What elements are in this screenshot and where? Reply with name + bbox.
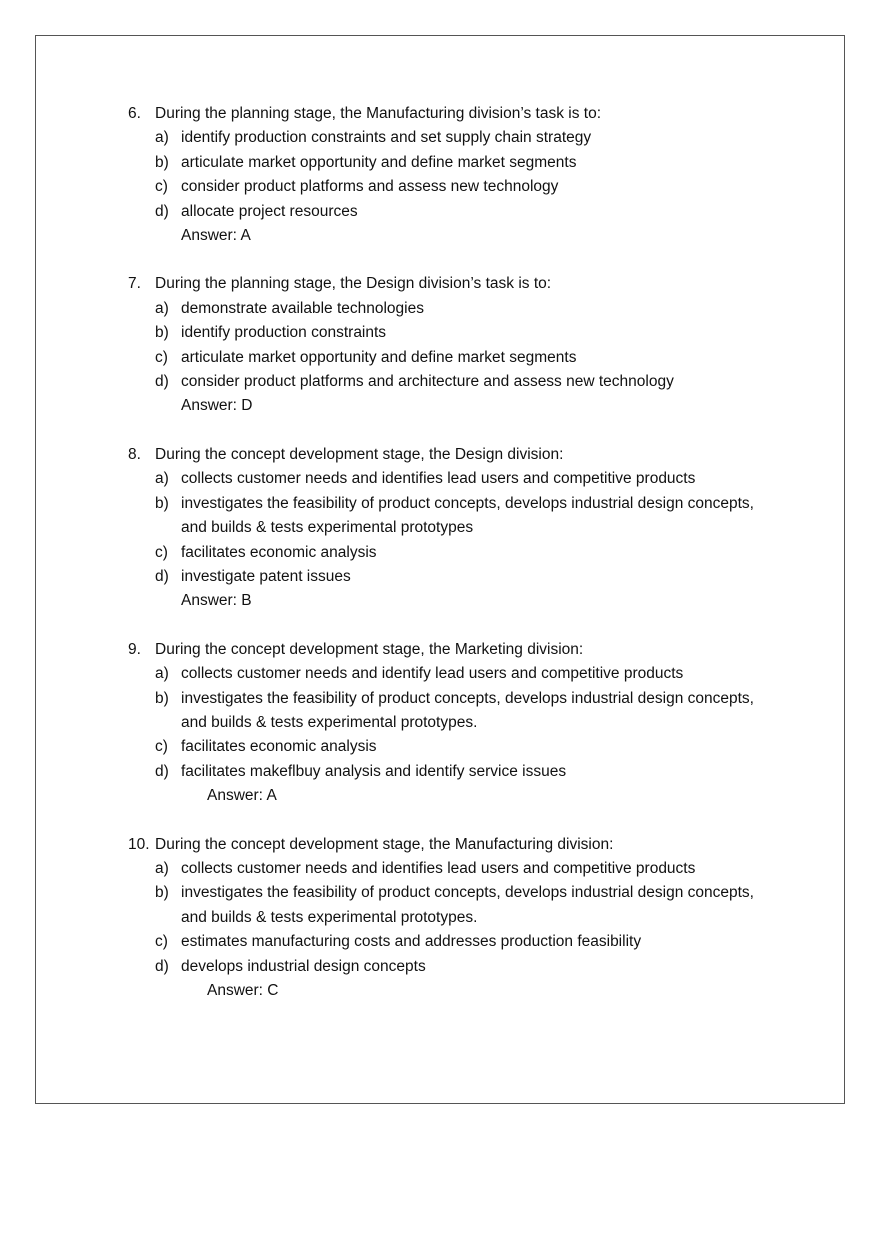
option-letter: b) — [155, 324, 169, 342]
option-text: identify production constraints and set supply chain strategy — [181, 129, 592, 147]
question-8 — [128, 443, 808, 614]
option-text: investigate patent issues — [181, 567, 351, 585]
option-letter: d) — [155, 957, 169, 975]
option-c — [128, 735, 808, 759]
option-text: allocate project resources — [181, 202, 358, 220]
option-letter: b) — [155, 689, 169, 707]
option-b — [128, 881, 808, 930]
option-text: investigates the feasibility of product concepts, develops industrial design concepts, and builds & tests experimental prototypes — [181, 494, 754, 537]
option-letter: c) — [155, 178, 168, 196]
question-number: 8. — [128, 445, 141, 463]
answer-line: Answer: C — [207, 982, 279, 999]
option-text: collects customer needs and identify lead users and competitive products — [181, 665, 684, 683]
option-letter: a) — [155, 859, 169, 877]
option-letter: a) — [155, 470, 169, 488]
option-text: facilitates economic analysis — [181, 543, 377, 561]
option-text: demonstrate available technologies — [181, 299, 424, 317]
question-text: During the concept development stage, the Design division: — [155, 445, 564, 463]
answer-line: Answer: A — [181, 227, 251, 245]
option-text: investigates the feasibility of product concepts, develops industrial design concepts, and builds & tests experimental prototypes. — [181, 884, 754, 926]
option-d — [128, 955, 808, 979]
question-stem — [128, 443, 808, 467]
option-letter: b) — [155, 494, 169, 512]
question-stem — [128, 833, 808, 857]
option-d — [128, 370, 808, 394]
option-text: investigates the feasibility of product concepts, develops industrial design concepts, and builds & tests experimental prototypes. — [181, 689, 754, 731]
question-text: During the concept development stage, the Marketing division: — [155, 640, 584, 658]
question-text: During the concept development stage, the Manufacturing division: — [155, 835, 614, 853]
option-text: facilitates makeflbuy analysis and identify service issues — [181, 762, 567, 780]
question-9 — [128, 638, 808, 809]
answer-line: Answer: D — [181, 397, 253, 415]
option-letter: c) — [155, 738, 168, 756]
option-c — [128, 930, 808, 954]
option-letter: b) — [155, 153, 169, 171]
option-c — [128, 541, 808, 565]
question-text: During the planning stage, the Manufacturing division’s task is to: — [155, 105, 602, 122]
question-10 — [128, 833, 808, 1004]
option-c — [128, 346, 808, 370]
option-letter: a) — [155, 129, 169, 147]
question-text: During the planning stage, the Design division’s task is to: — [155, 275, 552, 293]
option-b — [128, 151, 808, 175]
question-6 — [128, 102, 808, 248]
option-letter: d) — [155, 373, 169, 391]
option-a — [128, 297, 808, 321]
option-letter: b) — [155, 884, 169, 902]
question-list — [128, 102, 808, 1027]
option-text: estimates manufacturing costs and addresses production feasibility — [181, 933, 642, 951]
option-a — [128, 467, 808, 491]
question-stem — [128, 272, 808, 296]
answer-line: Answer: A — [207, 787, 277, 805]
option-text: facilitates economic analysis — [181, 738, 377, 756]
option-text: identify production constraints — [181, 324, 387, 342]
option-a — [128, 126, 808, 150]
question-number: 6. — [128, 105, 141, 122]
option-b — [128, 492, 808, 541]
question-7 — [128, 272, 808, 418]
option-letter: a) — [155, 665, 169, 683]
question-number: 7. — [128, 275, 141, 293]
question-number: 9. — [128, 640, 141, 658]
option-a — [128, 662, 808, 686]
option-text: articulate market opportunity and define market segments — [181, 153, 577, 171]
option-b — [128, 321, 808, 345]
question-stem — [128, 102, 808, 126]
option-letter: c) — [155, 348, 168, 366]
option-letter: d) — [155, 567, 169, 585]
option-c — [128, 175, 808, 199]
option-text: articulate market opportunity and define market segments — [181, 348, 577, 366]
option-letter: c) — [155, 933, 168, 951]
question-stem — [128, 638, 808, 662]
option-text: develops industrial design concepts — [181, 957, 426, 975]
answer-line: Answer: B — [181, 592, 252, 610]
option-d — [128, 200, 808, 224]
option-text: collects customer needs and identifies lead users and competitive products — [181, 470, 696, 488]
option-letter: c) — [155, 543, 168, 561]
option-letter: d) — [155, 762, 169, 780]
option-a — [128, 857, 808, 881]
option-text: consider product platforms and architecture and assess new technology — [181, 373, 674, 391]
question-number: 10. — [128, 835, 150, 853]
option-letter: d) — [155, 202, 169, 220]
option-letter: a) — [155, 299, 169, 317]
option-d — [128, 760, 808, 784]
option-text: consider product platforms and assess new technology — [181, 178, 559, 196]
option-d — [128, 565, 808, 589]
option-b — [128, 687, 808, 736]
option-text: collects customer needs and identifies lead users and competitive products — [181, 859, 696, 877]
